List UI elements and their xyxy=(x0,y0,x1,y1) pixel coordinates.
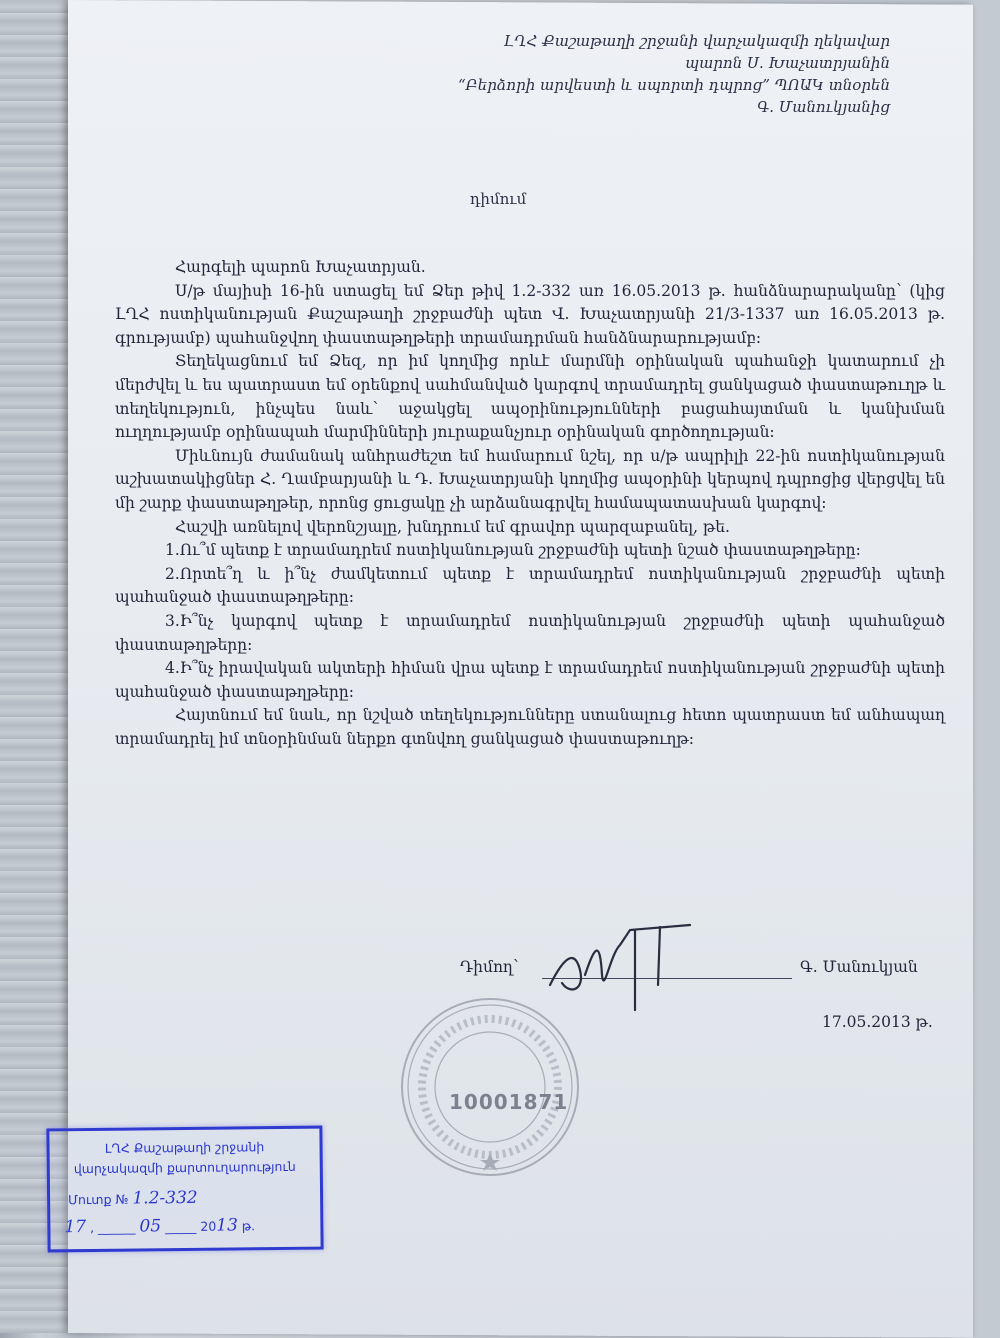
stamp-year-unit: թ. xyxy=(241,1218,256,1234)
stamp-year-prefix: 20 xyxy=(200,1218,217,1234)
stamp-reg-label: Մուտք № xyxy=(68,1191,129,1208)
registration-stamp xyxy=(46,1126,323,1253)
question-2: 2.Որտե՞ղ և ի՞նչ ժամկետում պետք է տրամադրեմ ոստիկանության շրջբաժնի պետի պահանջած փաստաթղթերը: xyxy=(115,564,945,607)
seal-number: 10001871 xyxy=(449,1090,569,1114)
letter-body xyxy=(115,256,945,751)
addressee-line-1: ԼՂՀ Քաշաթաղի շրջանի վարչակազմի ղեկավար xyxy=(503,32,890,50)
question-1: 1.Ու՞մ պետք է տրամադրեմ ոստիկանության շրջբաժնի պետի նշած փաստաթղթերը: xyxy=(165,541,861,560)
paragraph-4: Հաշվի առնելով վերոնշյալը, խնդրում եմ գրավոր պարզաբանել, թե. xyxy=(175,517,730,536)
document-title: դիմում xyxy=(470,190,527,208)
stamp-line-1: ԼՂՀ Քաշաթաղի շրջանի xyxy=(104,1139,265,1156)
stamp-date: 17 , ______ 05 _____ 2013 թ. xyxy=(64,1215,256,1238)
applicant-name: Գ. Մանուկյան xyxy=(800,958,918,976)
letter-date: 17.05.2013 թ. xyxy=(822,1013,933,1031)
paragraph-1: Ս/թ մայիսի 16-ին ստացել եմ Ձեր թիվ 1.2-332 առ 16.05.2013 թ. հանձնարարականը՝ (կից ԼՂՀ ոստիկանության Քաշաթաղի շրջբաժնի պետ Վ. Խաչատրյանի 21/3-1337 առ 16.05.2013 թ. գրությամբ) պահանջվող փաստաթղթերի տրամադրման հանձնարարությամբ: xyxy=(115,281,945,347)
stamp-reg-number: 1.2-332 xyxy=(132,1187,198,1209)
salutation: Հարգելի պարոն Խաչատրյան. xyxy=(175,258,426,276)
stamp-registration xyxy=(68,1188,198,1209)
stamp-line-2: վարչակազմի քարտուղարություն xyxy=(73,1158,296,1177)
stamp-month: 05 xyxy=(139,1216,162,1237)
question-3: 3.Ի՞նչ կարգով պետք է տրամադրեմ ոստիկանության շրջբաժնի պետի պահանջած փաստաթղթերը: xyxy=(115,611,945,654)
round-seal xyxy=(398,995,583,1180)
addressee-line-2: պարոն Ս. Խաչատրյանին xyxy=(684,54,890,72)
paragraph-2: Տեղեկացնում եմ Ձեզ, որ իմ կողմից որևէ մարմնի օրինական պահանջի կատարում չի մերժվել և ես պատրաստ եմ օրենքով սահմանված կարգով տրամադրել ցանկացած փաստաթուղթ և տեղեկություն, ինչպես նաև՝ աջակցել ապօրինությունների բացահայտման և կանխման ուղղությամբ օրինապահ մարմինների յուրաքանչյուր օրինական գործողության: xyxy=(115,352,945,442)
paragraph-3: Միևնույն ժամանակ անհրաժեշտ եմ համարում նշել, որ ս/թ ապրիլի 22-ին ոստիկանության աշխատակիցներ Հ. Ղամբարյանի և Դ. Խաչատրյանի կողմից ապօրինի կերպով դպրոցից վերցվել են մի շարք փաստաթղթեր, որոնց ցուցակը չի արձանագրվել համապատասխան կարգով: xyxy=(115,446,945,512)
addressee-line-4: Գ. Մանուկյանից xyxy=(757,98,890,116)
addressee-line-3: “Բերձորի արվեստի և սպորտի դպրոց” ՊՈԱԿ տնօրեն xyxy=(457,76,890,94)
question-4: 4.Ի՞նչ իրավական ակտերի հիման վրա պետք է տրամադրեմ ոստիկանության շրջբաժնի պետի պահանջած փաստաթղթերը: xyxy=(115,659,945,701)
paragraph-5: Հայտնում եմ նաև, որ նշված տեղեկությունները ստանալուց հետո պատրաստ եմ անհապաղ տրամադրել իմ տնօրինման ներքո գտնվող ցանկացած փաստաթուղթ: xyxy=(115,706,945,748)
stamp-year-suffix: 13 xyxy=(216,1215,238,1236)
applicant-label: Դիմող՝ xyxy=(460,958,519,976)
addressee-block xyxy=(458,30,890,118)
stamp-day: 17 xyxy=(64,1217,87,1238)
